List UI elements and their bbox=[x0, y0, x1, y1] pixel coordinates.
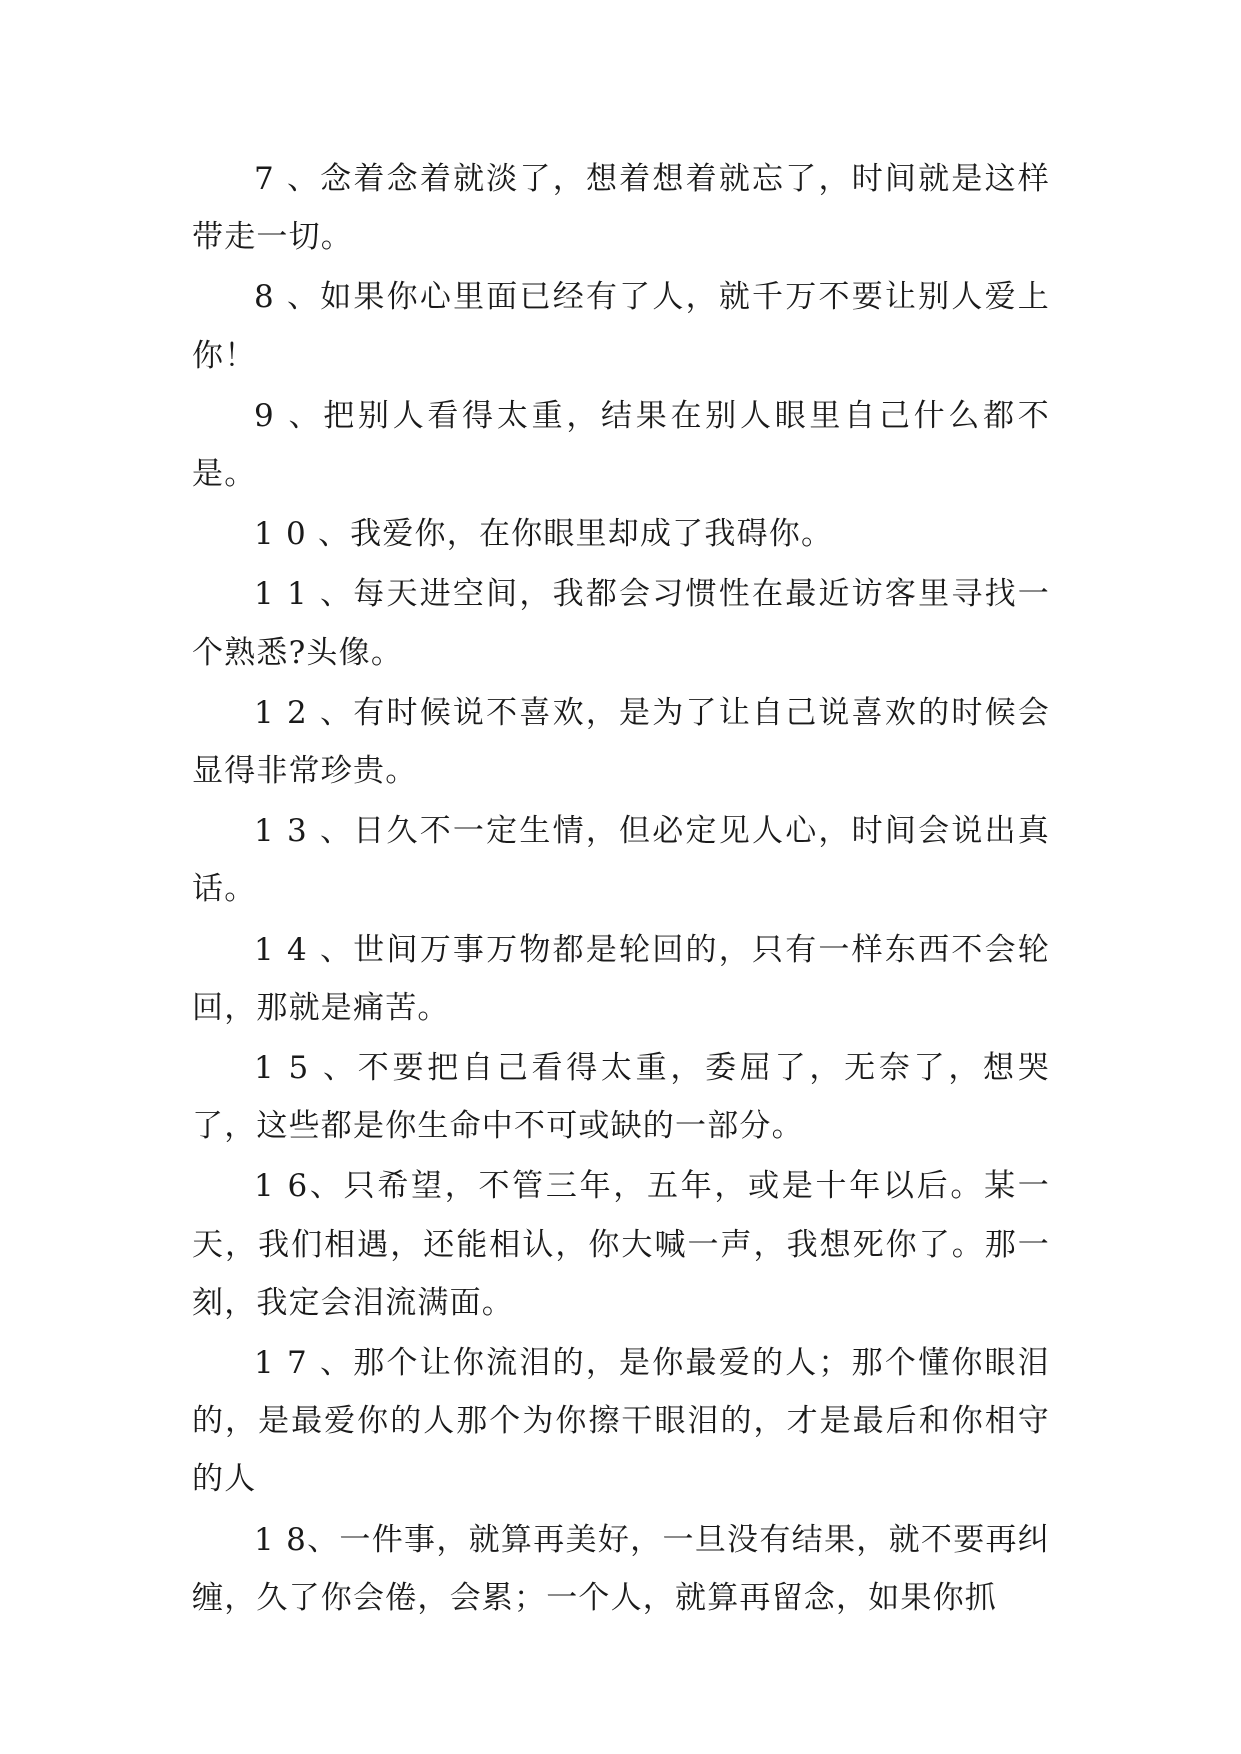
paragraph-18: 1 8、一件事，就算再美好，一旦没有结果，就不要再纠缠，久了你会倦，会累；一个人，就算再留念，如果你抓 bbox=[192, 1521, 1050, 1616]
paragraph-16: 1 6、只希望，不管三年，五年，或是十年以后。某一天，我们相遇，还能相认，你大喊一声，我想死你了。那一刻，我定会泪流满面。 bbox=[192, 1168, 1050, 1321]
paragraph-14: 1 4 、世间万事万物都是轮回的，只有一样东西不会轮回，那就是痛苦。 bbox=[192, 931, 1050, 1026]
paragraph-8: 8 、如果你心里面已经有了人，就千万不要让别人爱上你！ bbox=[192, 279, 1050, 374]
paragraph-13: 1 3 、日久不一定生情，但必定见人心，时间会说出真话。 bbox=[192, 813, 1050, 908]
paragraph-10: 1 0 、我爱你，在你眼里却成了我碍你。 bbox=[254, 516, 834, 553]
paragraph-11: 1 1 、每天进空间，我都会习惯性在最近访客里寻找一个熟悉?头像。 bbox=[192, 576, 1050, 671]
paragraph-7: 7 、念着念着就淡了，想着想着就忘了，时间就是这样带走一切。 bbox=[192, 161, 1050, 256]
paragraph-15: 1 5 、不要把自己看得太重，委屈了，无奈了，想哭了，这些都是你生命中不可或缺的一部分。 bbox=[192, 1050, 1050, 1145]
paragraph-12: 1 2 、有时候说不喜欢，是为了让自己说喜欢的时候会显得非常珍贵。 bbox=[192, 694, 1050, 790]
paragraph-9: 9 、把别人看得太重，结果在别人眼里自己什么都不是。 bbox=[192, 397, 1050, 493]
document-body bbox=[192, 150, 1050, 1627]
paragraph-17: 1 7 、那个让你流泪的，是你最爱的人；那个懂你眼泪的，是最爱你的人那个为你擦干眼泪的，才是最后和你相守的人 bbox=[192, 1345, 1050, 1498]
